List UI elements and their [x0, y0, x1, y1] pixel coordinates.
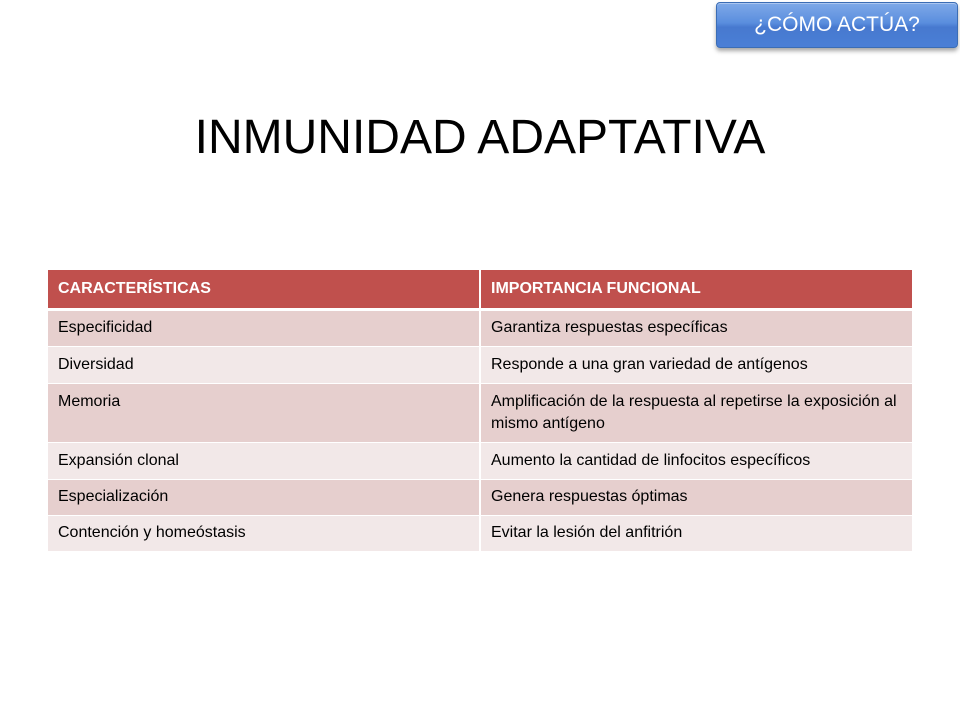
- table-row: [48, 443, 912, 480]
- row-importance: Amplificación de la respuesta al repetirse la exposición al mismo antígeno: [480, 384, 912, 443]
- row-importance: Genera respuestas óptimas: [480, 480, 912, 516]
- row-importance: Aumento la cantidad de linfocitos específicos: [480, 443, 912, 480]
- row-importance: Garantiza respuestas específicas: [480, 310, 912, 347]
- table-header-row: [48, 270, 912, 310]
- table-row: [48, 347, 912, 384]
- characteristics-table: [48, 270, 912, 552]
- table-row: [48, 516, 912, 552]
- row-characteristic: Diversidad: [48, 347, 480, 384]
- row-characteristic: Expansión clonal: [48, 443, 480, 480]
- header-caracteristicas: CARACTERÍSTICAS: [48, 270, 480, 310]
- row-characteristic: Memoria: [48, 384, 480, 443]
- row-characteristic: Especificidad: [48, 310, 480, 347]
- row-importance: Evitar la lesión del anfitrión: [480, 516, 912, 552]
- table-row: [48, 384, 912, 443]
- row-characteristic: Especialización: [48, 480, 480, 516]
- table-row: [48, 480, 912, 516]
- table-row: [48, 310, 912, 347]
- row-importance: Responde a una gran variedad de antígenos: [480, 347, 912, 384]
- slide-title: INMUNIDAD ADAPTATIVA: [194, 111, 766, 164]
- como-actua-button[interactable]: ¿CÓMO ACTÚA?: [716, 2, 958, 48]
- header-importancia-funcional: IMPORTANCIA FUNCIONAL: [480, 270, 912, 310]
- row-characteristic: Contención y homeóstasis: [48, 516, 480, 552]
